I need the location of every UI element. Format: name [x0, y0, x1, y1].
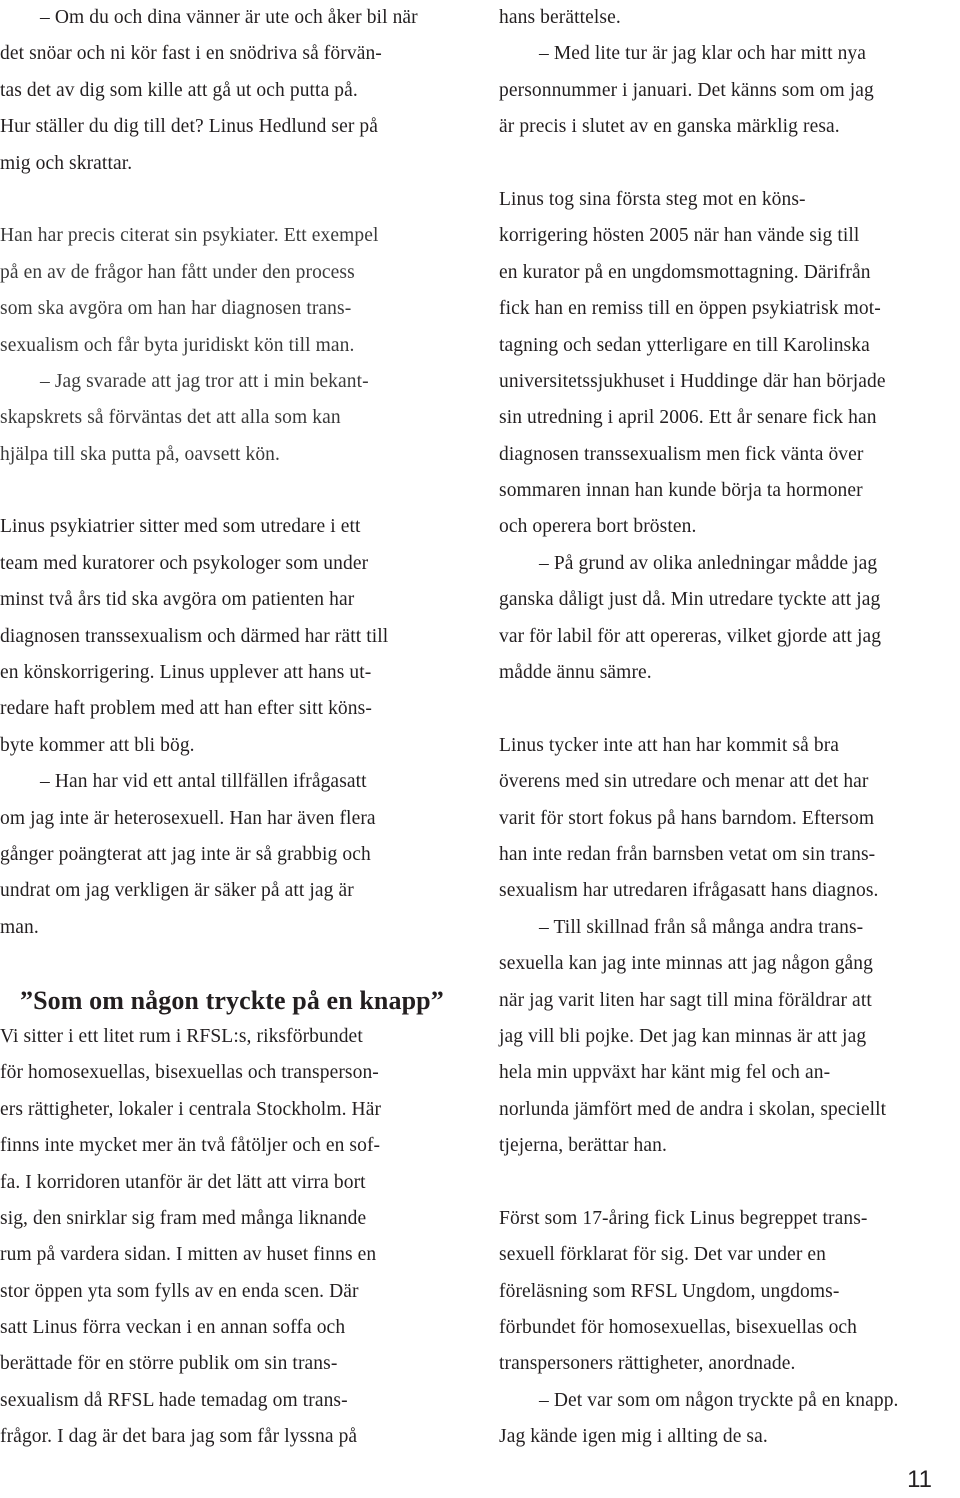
text-line: – Han har vid ett antal tillfällen ifrågasatt	[40, 771, 367, 793]
text-line: om jag inte är heterosexuell. Han har även flera	[0, 807, 376, 829]
text-line: hela min uppväxt har känt mig fel och an-	[499, 1062, 831, 1084]
paragraph	[499, 1383, 960, 1456]
text-line: sexualism och får byta juridiskt kön till man.	[0, 334, 355, 356]
text-line: ganska dåligt just då. Min utredare tyckte att jag	[499, 589, 881, 611]
text-line: mådde ännu sämre.	[499, 662, 652, 684]
text-line: en kurator på en ungdomsmottagning. Därifrån	[499, 261, 871, 283]
paragraph	[499, 36, 960, 145]
text-line: det snöar och ni kör fast i en snödriva så förvän-	[0, 43, 382, 65]
paragraph-gap	[0, 946, 470, 982]
text-line: minst två års tid ska avgöra om patienten har	[0, 589, 355, 611]
text-line: ers rättigheter, lokaler i centrala Stockholm. Här	[0, 1098, 382, 1120]
text-line: förbundet för homosexuellas, bisexuellas och	[499, 1317, 858, 1339]
text-line: finns inte mycket mer än två fåtöljer och en sof-	[0, 1135, 381, 1157]
text-line: Linus tog sina första steg mot en köns-	[499, 188, 806, 210]
paragraph-gap	[499, 691, 960, 727]
paragraph	[499, 910, 960, 1165]
text-line: varit för stort fokus på hans barndom. Eftersom	[499, 807, 875, 829]
text-line: transpersoners rättigheter, anordnade.	[499, 1353, 796, 1375]
paragraph	[499, 546, 960, 692]
text-line: korrigering hösten 2005 när han vände sig till	[499, 225, 860, 247]
text-line: universitetssjukhuset i Huddinge där han började	[499, 370, 886, 392]
text-line: sommaren innan han kunde börja ta hormoner	[499, 480, 863, 502]
paragraph-gap	[499, 1165, 960, 1201]
text-line: överens med sin utredare och menar att det har	[499, 771, 869, 793]
text-line: skapskrets så förväntas det att alla som kan	[0, 407, 341, 429]
text-line: hans berättelse.	[499, 7, 621, 28]
text-line: – Om du och dina vänner är ute och åker bil när	[40, 7, 418, 28]
text-line: Först som 17-åring fick Linus begreppet trans-	[499, 1207, 868, 1229]
text-line: – På grund av olika anledningar mådde jag	[539, 552, 878, 574]
text-line: Linus tycker inte att han har kommit så bra	[499, 734, 840, 756]
text-line: diagnosen transsexualism och därmed har rätt till	[0, 625, 389, 647]
text-line: när jag varit liten har sagt till mina föräldrar att	[499, 989, 872, 1011]
text-line: berättade för en större publik om sin trans-	[0, 1353, 338, 1375]
paragraph	[0, 1019, 470, 1456]
text-line: hjälpa till ska putta på, oavsett kön.	[0, 443, 280, 465]
paragraph	[0, 218, 470, 364]
right-column	[499, 0, 960, 1456]
text-line: han inte redan från barnsben vetat om sin trans-	[499, 843, 876, 865]
text-line: och operera bort brösten.	[499, 516, 697, 538]
text-line: jag vill bli pojke. Det jag kan minnas är att jag	[499, 1025, 867, 1047]
paragraph-gap	[0, 182, 470, 218]
text-line: sexualism har utredaren ifrågasatt hans diagnos.	[499, 880, 879, 902]
text-line: föreläsning som RFSL Ungdom, ungdoms-	[499, 1280, 840, 1302]
text-line: – Till skillnad från så många andra trans-	[539, 916, 864, 938]
text-line: – Jag svarade att jag tror att i min bekant-	[40, 370, 369, 392]
paragraph	[0, 764, 470, 946]
text-line: frågor. I dag är det bara jag som får lyssna på	[0, 1426, 358, 1448]
text-line: redare haft problem med att han efter sitt köns-	[0, 698, 372, 720]
text-line: Hur ställer du dig till det? Linus Hedlund ser på	[0, 116, 379, 138]
section-heading: ”Som om någon tryckte på en knapp”	[20, 985, 444, 1015]
paragraph	[499, 182, 960, 546]
text-line: tjejerna, berättar han.	[499, 1135, 667, 1157]
paragraph	[0, 0, 470, 182]
paragraph	[0, 509, 470, 764]
text-line: sexualism då RFSL hade temadag om trans-	[0, 1389, 348, 1411]
text-line: är precis i slutet av en ganska märklig resa.	[499, 116, 840, 138]
paragraph	[499, 728, 960, 910]
text-line: team med kuratorer och psykologer som under	[0, 552, 369, 574]
text-line: stor öppen yta som fylls av en enda scen. Där	[0, 1280, 359, 1302]
paragraph-gap	[499, 146, 960, 182]
text-line: fick han en remiss till en öppen psykiatrisk mot-	[499, 298, 881, 320]
text-line: diagnosen transsexualism men fick vänta över	[499, 443, 864, 465]
paragraph	[499, 1201, 960, 1383]
text-line: tagning och sedan ytterligare en till Karolinska	[499, 334, 870, 356]
text-line: undrat om jag verkligen är säker på att jag är	[0, 880, 354, 902]
text-line: Han har precis citerat sin psykiater. Ett exempel	[0, 225, 379, 247]
text-line: en könskorrigering. Linus upplever att hans ut-	[0, 662, 372, 684]
text-line: gånger poängterat att jag inte är så grabbig och	[0, 843, 371, 865]
text-line: personnummer i januari. Det känns som om jag	[499, 79, 874, 101]
text-line: var för labil för att opereras, vilket gjorde att jag	[499, 625, 882, 647]
text-line: Vi sitter i ett litet rum i RFSL:s, riksförbundet	[0, 1025, 363, 1047]
text-line: Linus psykiatrier sitter med som utredare i ett	[0, 516, 361, 538]
left-column	[0, 0, 470, 1456]
text-line: satt Linus förra veckan i en annan soffa och	[0, 1317, 346, 1339]
text-line: norlunda jämfört med de andra i skolan, speciellt	[499, 1098, 887, 1120]
text-line: – Med lite tur är jag klar och har mitt nya	[539, 43, 867, 65]
page-number: 11	[907, 1466, 932, 1493]
text-line: rum på vardera sidan. I mitten av huset finns en	[0, 1244, 377, 1266]
paragraph	[499, 0, 960, 36]
paragraph-gap	[0, 473, 470, 509]
text-line: Jag kände igen mig i allting de sa.	[499, 1426, 768, 1448]
text-line: sexuell förklarat för sig. Det var under en	[499, 1244, 827, 1266]
text-line: mig och skrattar.	[0, 152, 133, 174]
text-line: – Det var som om någon tryckte på en knapp.	[539, 1389, 899, 1411]
text-line: sin utredning i april 2006. Ett år senare fick han	[499, 407, 877, 429]
text-line: fa. I korridoren utanför är det lätt att virra bort	[0, 1171, 366, 1193]
paragraph	[0, 364, 470, 473]
text-line: byte kommer att bli bög.	[0, 734, 195, 756]
text-line: på en av de frågor han fått under den process	[0, 261, 355, 283]
text-line: man.	[0, 916, 39, 938]
text-line: sexuella kan jag inte minnas att jag någon gång	[499, 953, 874, 975]
text-line: tas det av dig som kille att gå ut och putta på.	[0, 79, 358, 101]
text-line: som ska avgöra om han har diagnosen trans-	[0, 298, 352, 320]
text-line: för homosexuellas, bisexuellas och transperson-	[0, 1062, 379, 1084]
text-line: sig, den snirklar sig fram med många liknande	[0, 1207, 367, 1229]
